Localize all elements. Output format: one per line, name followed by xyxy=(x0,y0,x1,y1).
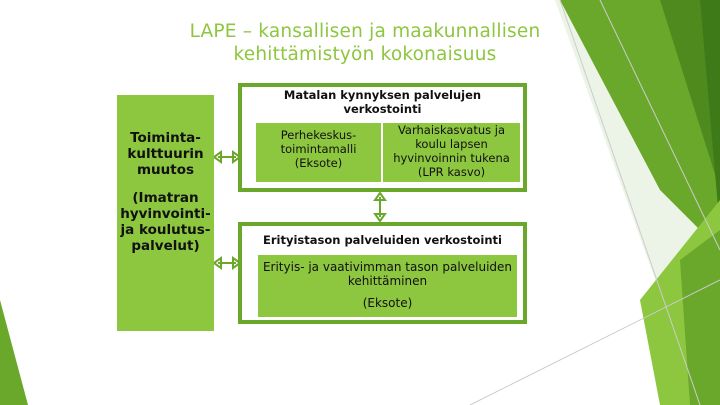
left-box-line: (Imatran xyxy=(132,190,199,206)
double-arrow-icon xyxy=(214,150,240,164)
title-line-2: kehittämistyön kokonaisuus xyxy=(233,44,497,65)
cell-line: koulu lapsen xyxy=(415,137,488,151)
special-services-network-frame xyxy=(238,222,527,324)
cell-line: Varhaiskasvatus ja xyxy=(397,123,506,137)
double-arrow-icon xyxy=(214,256,240,270)
cell-line: (LPR kasvo) xyxy=(417,165,486,179)
cell-line: Erityis- ja vaativimman tason palveluiden xyxy=(262,260,513,274)
vertical-double-arrow-icon xyxy=(373,192,387,222)
culture-change-box xyxy=(117,95,214,331)
left-box-line: muutos xyxy=(136,162,195,178)
header-line: Matalan kynnyksen palvelujen xyxy=(283,88,482,102)
page-title xyxy=(150,20,580,66)
cell-line: kehittäminen xyxy=(347,274,428,288)
special-services-cell xyxy=(258,255,517,317)
cell-line: (Eksote) xyxy=(294,156,343,170)
title-line-1: LAPE – kansallisen ja maakunnallisen xyxy=(189,21,541,42)
cell-line: toimintamalli xyxy=(280,142,357,156)
left-box-line: Toiminta- xyxy=(130,130,201,146)
left-box-line: hyvinvointi- xyxy=(120,206,211,222)
special-services-header: Erityistason palveluiden verkostointi xyxy=(263,233,502,247)
family-center-cell xyxy=(256,123,381,182)
left-box-line: palvelut) xyxy=(131,238,200,254)
cell-line: (Eksote) xyxy=(362,296,413,310)
left-box-line: kulttuurin xyxy=(127,146,204,162)
cell-line: hyvinvoinnin tukena xyxy=(393,151,510,165)
early-education-cell xyxy=(383,123,520,182)
cell-line: Perhekeskus- xyxy=(280,128,357,142)
left-box-line: ja koulutus- xyxy=(120,222,211,238)
header-line: verkostointi xyxy=(343,102,422,116)
low-threshold-header xyxy=(242,88,523,116)
low-threshold-network-frame xyxy=(238,83,527,192)
